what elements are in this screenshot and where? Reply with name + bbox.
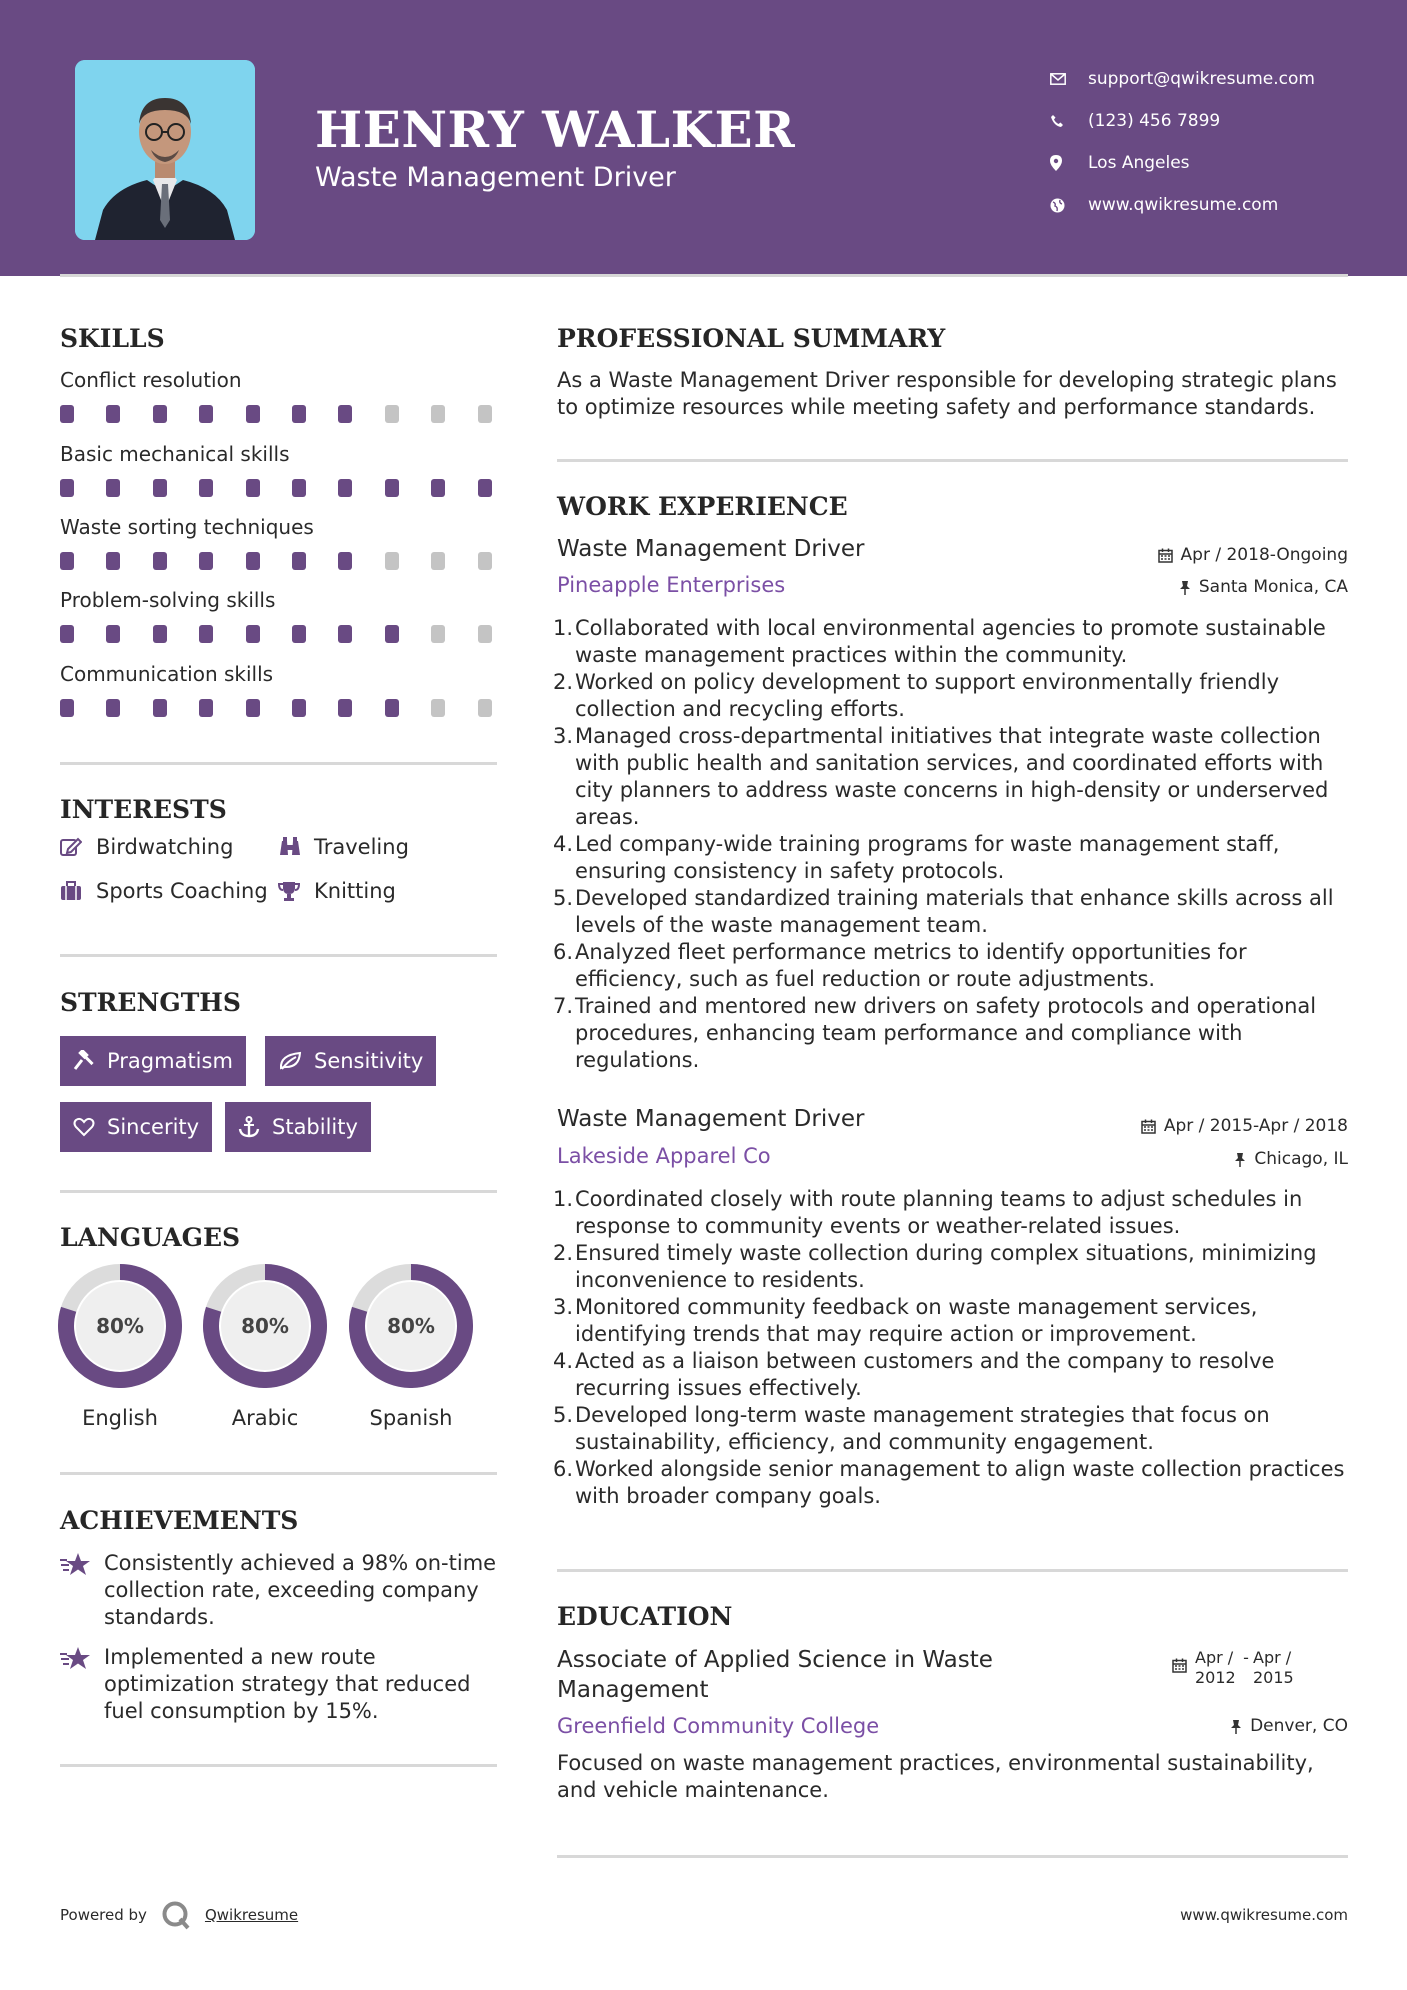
job-bullets [553, 1186, 1355, 1510]
bullet-text: Coordinated closely with route planning teams to adjust schedules in response to community events or weather-related issues. [575, 1187, 1303, 1238]
achievement-text: Implemented a new route optimization strategy that reduced fuel consumption by 15%. [104, 1645, 471, 1723]
education-location [1230, 1716, 1348, 1736]
calendar-icon [1172, 1648, 1187, 1678]
skill-dot-filled [60, 699, 74, 717]
contact-location [1050, 142, 1390, 184]
bullet-text: Monitored community feedback on waste management services, identifying trends that may require action or improvement. [575, 1295, 1258, 1346]
bullet-number: 1. [553, 1187, 574, 1211]
interest-label: Birdwatching [96, 835, 234, 859]
contact-website[interactable] [1050, 184, 1390, 226]
skill-level-dots [60, 552, 500, 572]
pushpin-icon [1179, 580, 1191, 595]
skill-dot-empty [385, 552, 399, 570]
skill-dot-filled [199, 552, 213, 570]
skills-heading: SKILLS [60, 324, 165, 353]
job-bullet [553, 885, 1355, 939]
phone-icon [1050, 114, 1088, 128]
contact-phone[interactable] [1050, 100, 1390, 142]
section-divider [557, 1569, 1348, 1572]
skill-dot-filled [431, 479, 445, 497]
contact-phone-text: (123) 456 7899 [1088, 111, 1221, 131]
language-name: Arabic [231, 1406, 299, 1430]
job-bullet [553, 615, 1355, 669]
skill-dot-filled [153, 479, 167, 497]
interests-heading: INTERESTS [60, 795, 227, 824]
bullet-text: Managed cross-departmental initiatives that integrate waste collection with public health and sanitation services, and coordinated efforts with city planners to address waste concerns in high-density or underserved areas. [575, 724, 1329, 829]
strength-chip [225, 1102, 371, 1152]
skill-dot-filled [246, 479, 260, 497]
section-divider [60, 762, 497, 765]
skill-dot-filled [338, 552, 352, 570]
briefcase-icon [60, 881, 96, 901]
strength-chip [60, 1102, 212, 1152]
person-silhouette-icon [75, 60, 255, 240]
job-bullet [553, 993, 1355, 1074]
strengths-heading: STRENGTHS [60, 988, 241, 1017]
language-item [203, 1264, 327, 1430]
skill-dot-empty [478, 405, 492, 423]
interest-label: Knitting [314, 879, 396, 903]
section-divider [557, 1855, 1348, 1858]
skill-dot-filled [338, 625, 352, 643]
skill-name: Conflict resolution [60, 368, 242, 392]
bullet-number: 4. [553, 1349, 574, 1373]
calendar-icon [1158, 548, 1173, 563]
skill-level-dots [60, 625, 500, 645]
bullet-text: Developed standardized training materials that enhance skills across all levels of the waste management team. [575, 886, 1334, 937]
skill-dot-filled [199, 479, 213, 497]
language-percent: 80% [96, 1314, 144, 1338]
skill-dot-filled [246, 405, 260, 423]
achievement-text: Consistently achieved a 98% on-time collection rate, exceeding company standards. [104, 1551, 497, 1629]
education-start-date: Apr / 2012 [1195, 1648, 1236, 1687]
experience-heading: WORK EXPERIENCE [557, 492, 848, 521]
job-dates-text: Apr / 2015-Apr / 2018 [1163, 1116, 1348, 1136]
bullet-text: Ensured timely waste collection during complex situations, minimizing inconvenience to residents. [575, 1241, 1317, 1292]
skill-dot-empty [431, 405, 445, 423]
education-description: Focused on waste management practices, environmental sustainability, and vehicle maintenance. [557, 1751, 1314, 1802]
powered-by-label: Powered by [60, 1906, 147, 1924]
language-ring [203, 1264, 327, 1388]
skill-dot-filled [153, 552, 167, 570]
education-end-date: Apr / 2015 [1253, 1648, 1294, 1687]
skill-dot-filled [246, 699, 260, 717]
candidate-title: Waste Management Driver [315, 162, 676, 193]
skill-dot-empty [478, 625, 492, 643]
leaf-icon [278, 1051, 302, 1071]
anchor-icon [238, 1116, 260, 1138]
skill-level-dots [60, 405, 500, 425]
job-bullet [553, 1456, 1355, 1510]
skill-dot-empty [385, 405, 399, 423]
interest-label: Traveling [314, 835, 409, 859]
contact-website-text: www.qwikresume.com [1088, 195, 1279, 215]
bullet-number: 1. [553, 616, 574, 640]
bullet-text: Acted as a liaison between customers and the company to resolve recurring issues effectively. [575, 1349, 1275, 1400]
skill-dot-filled [153, 405, 167, 423]
skill-dot-filled [385, 625, 399, 643]
skill-dot-filled [292, 552, 306, 570]
strength-chip [60, 1036, 246, 1086]
bullet-number: 5. [553, 1403, 574, 1427]
summary-text: As a Waste Management Driver responsible for developing strategic plans to optimize resources while meeting safety and performance standards. [557, 368, 1337, 419]
interest-label: Sports Coaching [96, 879, 268, 903]
job-location [1179, 577, 1348, 597]
strength-chip [265, 1036, 436, 1086]
contact-email-text: support@qwikresume.com [1088, 69, 1315, 89]
job-bullet [553, 723, 1355, 831]
contact-list [1050, 58, 1390, 226]
skill-dot-filled [338, 479, 352, 497]
interest-item [278, 835, 409, 859]
education-location-text: Denver, CO [1250, 1716, 1348, 1736]
job-bullet [553, 939, 1355, 993]
heart-icon [73, 1117, 95, 1137]
pushpin-icon [1234, 1152, 1246, 1167]
skill-dot-filled [292, 625, 306, 643]
strength-label: Sincerity [107, 1115, 200, 1139]
bullet-text: Collaborated with local environmental agencies to promote sustainable waste management practices within the community. [575, 616, 1326, 667]
star-icon [60, 1644, 104, 1725]
skill-dot-filled [385, 479, 399, 497]
skill-dot-filled [153, 699, 167, 717]
job-bullet [553, 1186, 1355, 1240]
job-bullet [553, 831, 1355, 885]
skill-dot-filled [292, 405, 306, 423]
bullet-number: 6. [553, 1457, 574, 1481]
skill-dot-empty [431, 552, 445, 570]
section-divider [60, 1472, 497, 1475]
skill-dot-filled [246, 552, 260, 570]
contact-location-text: Los Angeles [1088, 153, 1190, 173]
skill-name: Problem-solving skills [60, 588, 276, 612]
trophy-icon [278, 881, 314, 901]
skill-dot-filled [199, 699, 213, 717]
language-item [349, 1264, 473, 1430]
bullet-text: Analyzed fleet performance metrics to identify opportunities for efficiency, such as fuel reduction or route adjustments. [575, 940, 1247, 991]
interest-item [60, 835, 233, 859]
skill-level-dots [60, 479, 500, 499]
company-name[interactable]: Pineapple Enterprises [557, 573, 786, 597]
interest-item [60, 879, 268, 903]
skill-dot-filled [385, 699, 399, 717]
section-divider [557, 459, 1348, 462]
skill-dot-filled [106, 699, 120, 717]
company-name[interactable]: Lakeside Apparel Co [557, 1144, 771, 1168]
pencil-square-icon [60, 837, 96, 857]
bullet-number: 2. [553, 1241, 574, 1265]
education-dates [1172, 1648, 1297, 1688]
interest-item [278, 879, 396, 903]
globe-icon [1050, 198, 1088, 213]
bullet-number: 2. [553, 670, 574, 694]
section-divider [60, 1190, 497, 1193]
job-dates [1158, 545, 1348, 565]
achievement-item [60, 1550, 500, 1631]
qwikresume-logo-icon [161, 1900, 191, 1930]
skill-name: Waste sorting techniques [60, 515, 314, 539]
binoculars-icon [278, 837, 314, 857]
strength-label: Sensitivity [314, 1049, 424, 1073]
bullet-text: Worked alongside senior management to align waste collection practices with broader company goals. [575, 1457, 1345, 1508]
education-heading: EDUCATION [557, 1602, 733, 1631]
language-name: Spanish [369, 1406, 453, 1430]
skill-dot-filled [106, 479, 120, 497]
skill-dot-filled [292, 699, 306, 717]
job-bullet [553, 1348, 1355, 1402]
bullet-text: Developed long-term waste management strategies that focus on sustainability, efficiency, and community engagement. [575, 1403, 1270, 1454]
skill-dot-empty [431, 699, 445, 717]
degree-title: Associate of Applied Science in Waste Management [557, 1647, 993, 1703]
skill-name: Communication skills [60, 662, 274, 686]
skill-dot-filled [292, 479, 306, 497]
language-name: English [82, 1406, 158, 1430]
skill-dot-filled [106, 625, 120, 643]
bullet-number: 3. [553, 1295, 574, 1319]
achievement-item [60, 1644, 500, 1725]
star-icon [60, 1550, 104, 1631]
skill-dot-filled [246, 625, 260, 643]
bullet-text: Trained and mentored new drivers on safety protocols and operational procedures, enhancing team performance and compliance with regulations. [575, 994, 1317, 1072]
calendar-icon [1141, 1119, 1156, 1134]
skill-dot-filled [153, 625, 167, 643]
job-bullets [553, 615, 1355, 1074]
bullet-text: Worked on policy development to support environmentally friendly collection and recycling efforts. [575, 670, 1280, 721]
envelope-icon [1050, 73, 1088, 85]
pushpin-icon [1230, 1719, 1242, 1734]
resume-header [0, 0, 1407, 276]
bullet-number: 3. [553, 724, 574, 748]
job-location [1234, 1149, 1348, 1169]
gavel-icon [73, 1050, 95, 1072]
qwikresume-link[interactable]: Qwikresume [204, 1906, 299, 1924]
header-divider [60, 274, 1348, 277]
skill-dot-filled [338, 405, 352, 423]
skill-dot-filled [478, 479, 492, 497]
skill-dot-empty [478, 552, 492, 570]
bullet-number: 4. [553, 832, 574, 856]
language-percent: 80% [241, 1314, 289, 1338]
skill-dot-filled [106, 552, 120, 570]
skill-dot-filled [106, 405, 120, 423]
summary-heading: PROFESSIONAL SUMMARY [557, 324, 946, 353]
footer-powered-by [60, 1900, 298, 1930]
contact-email[interactable] [1050, 58, 1390, 100]
strength-label: Pragmatism [107, 1049, 233, 1073]
date-separator: - [1243, 1648, 1249, 1667]
language-item [58, 1264, 182, 1430]
section-divider [60, 954, 497, 957]
skill-name: Basic mechanical skills [60, 442, 290, 466]
job-bullet [553, 1402, 1355, 1456]
skill-dot-filled [60, 625, 74, 643]
job-bullet [553, 669, 1355, 723]
job-title: Waste Management Driver [557, 1106, 865, 1132]
job-location-text: Chicago, IL [1254, 1149, 1348, 1169]
school-name[interactable]: Greenfield Community College [557, 1714, 880, 1738]
job-bullet [553, 1240, 1355, 1294]
skill-dot-filled [60, 405, 74, 423]
skill-dot-filled [60, 552, 74, 570]
language-percent: 80% [387, 1314, 435, 1338]
job-location-text: Santa Monica, CA [1198, 577, 1348, 597]
profile-photo [75, 60, 255, 240]
languages-heading: LANGUAGES [60, 1223, 241, 1252]
job-dates [1141, 1116, 1348, 1136]
skill-dot-empty [431, 625, 445, 643]
location-icon [1050, 155, 1088, 171]
skill-dot-filled [338, 699, 352, 717]
skill-dot-empty [478, 699, 492, 717]
bullet-text: Led company-wide training programs for waste management staff, ensuring consistency in safety protocols. [575, 832, 1280, 883]
achievements-heading: ACHIEVEMENTS [60, 1506, 299, 1535]
strength-label: Stability [272, 1115, 358, 1139]
skill-dot-filled [60, 479, 74, 497]
skill-dot-filled [199, 405, 213, 423]
candidate-name: HENRY WALKER [315, 100, 796, 159]
job-dates-text: Apr / 2018-Ongoing [1180, 545, 1348, 565]
job-title: Waste Management Driver [557, 536, 865, 562]
bullet-number: 5. [553, 886, 574, 910]
skill-dot-filled [199, 625, 213, 643]
language-ring [58, 1264, 182, 1388]
job-bullet [553, 1294, 1355, 1348]
bullet-number: 7. [553, 994, 574, 1018]
language-ring [349, 1264, 473, 1388]
footer-url[interactable]: www.qwikresume.com [1180, 1906, 1348, 1924]
section-divider [60, 1764, 497, 1767]
skill-level-dots [60, 699, 500, 719]
bullet-number: 6. [553, 940, 574, 964]
